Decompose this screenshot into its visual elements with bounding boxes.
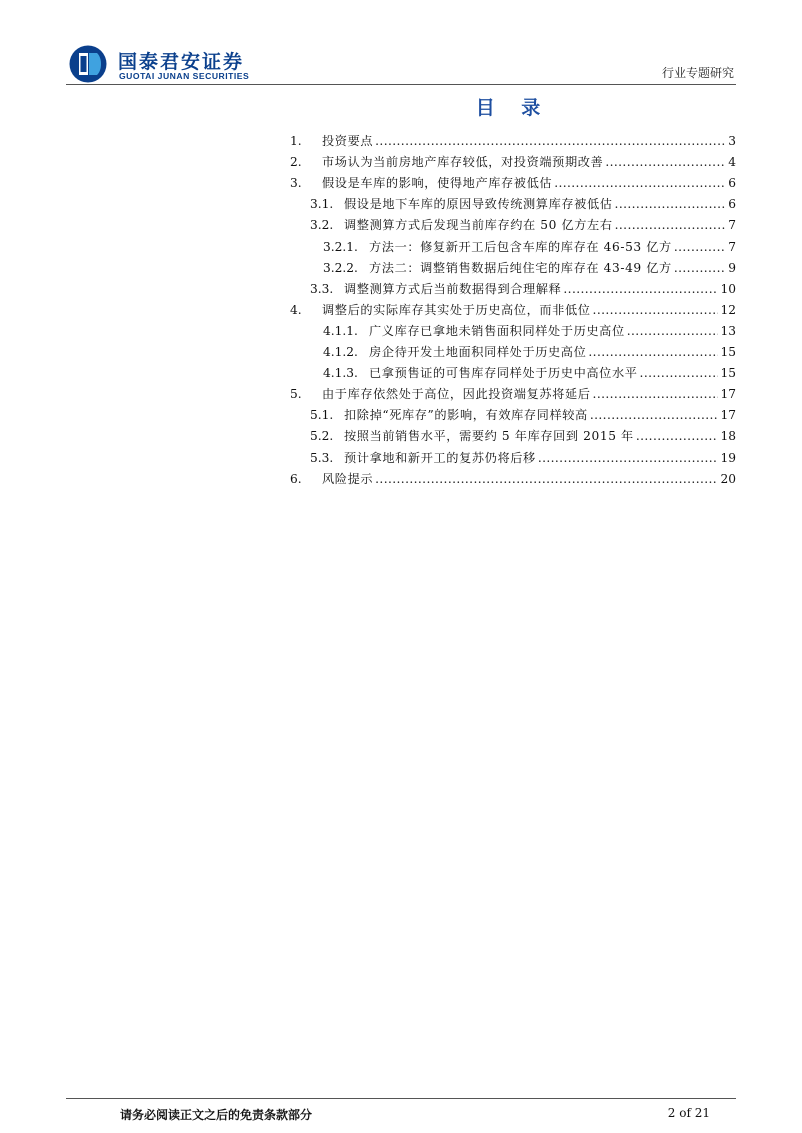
toc-entry-number: 5. — [290, 387, 302, 402]
toc-dot-leader — [590, 408, 719, 423]
toc-entry-number: 3. — [290, 176, 302, 191]
toc-entry[interactable] — [290, 466, 736, 487]
toc-entry[interactable] — [290, 128, 736, 149]
toc-entry-page: 10 — [720, 281, 736, 296]
toc-entry-number: 5.3. — [310, 450, 334, 465]
toc-entry[interactable] — [290, 191, 736, 212]
toc-entry-page: 13 — [720, 323, 736, 338]
toc-entry-title: 假设是地下车库的原因导致传统测算库存被低估 — [344, 197, 613, 212]
toc-entry-title: 调整测算方式后当前数据得到合理解释 — [344, 281, 562, 296]
toc-entry-title: 投资要点 — [322, 134, 374, 149]
page-number: 2 of 21 — [667, 1106, 710, 1120]
toc-entry-number: 4.1.1. — [323, 323, 358, 338]
toc-entry[interactable] — [290, 255, 736, 276]
toc-dot-leader — [605, 155, 726, 170]
toc-entry-page: 18 — [720, 429, 736, 444]
toc-entry-title: 按照当前销售水平，需要约 5 年库存回到 2015 年 — [344, 429, 634, 444]
toc-entry-page: 9 — [728, 260, 736, 275]
toc-entry-number: 3.2.2. — [323, 260, 358, 275]
toc-entry[interactable] — [290, 276, 736, 297]
toc-entry-page: 15 — [720, 345, 736, 360]
toc-dot-leader — [554, 176, 726, 191]
toc-entry[interactable] — [290, 381, 736, 402]
logo-emblem-icon — [66, 44, 110, 84]
toc-entry[interactable] — [290, 170, 736, 191]
toc-dot-leader — [538, 451, 719, 466]
toc-entry[interactable] — [290, 233, 736, 254]
toc-entry-title: 调整测算方式后发现当前库存约在 50 亿方左右 — [344, 218, 613, 233]
toc-entry-number: 3.3. — [310, 281, 334, 296]
toc-entry-page: 12 — [720, 302, 736, 317]
toc-entry-page: 15 — [720, 366, 736, 381]
toc-entry-page: 4 — [728, 155, 736, 170]
toc-dot-leader — [588, 345, 718, 360]
toc-entry-title: 扣除掉“死库存”的影响，有效库存同样较高 — [344, 408, 588, 423]
toc-entry-title: 方法一：修复新开工后包含车库的库存在 46-53 亿方 — [369, 239, 672, 254]
toc-entry-number: 6. — [290, 471, 302, 486]
toc-entry[interactable] — [290, 360, 736, 381]
toc-entry[interactable] — [290, 402, 736, 423]
toc-entry-number: 3.2. — [310, 218, 334, 233]
toc-dot-leader — [593, 387, 719, 402]
toc-entry-number: 5.2. — [310, 429, 334, 444]
toc-entry-number: 4.1.2. — [323, 345, 358, 360]
toc-entry-title: 方法二：调整销售数据后纯住宅的库存在 43-49 亿方 — [369, 260, 672, 275]
toc-entry-page: 7 — [728, 218, 736, 233]
toc-entry[interactable] — [290, 212, 736, 233]
toc-entry-title: 假设是车库的影响，使得地产库存被低估 — [322, 176, 553, 191]
toc-entry-number: 5.1. — [310, 408, 334, 423]
report-type-label: 行业专题研究 — [661, 66, 734, 80]
toc-dot-leader — [375, 134, 726, 149]
toc-entry[interactable] — [290, 297, 736, 318]
toc-entry-number: 2. — [290, 155, 302, 170]
toc-dot-leader — [636, 429, 719, 444]
toc-dot-leader — [615, 197, 727, 212]
toc-entry-title: 市场认为当前房地产库存较低，对投资端预期改善 — [322, 155, 604, 170]
toc-entry-title: 房企待开发土地面积同样处于历史高位 — [369, 345, 587, 360]
toc-entry-page: 20 — [720, 471, 736, 486]
toc-dot-leader — [627, 324, 719, 339]
toc-entry[interactable] — [290, 149, 736, 170]
header-divider — [66, 84, 736, 85]
toc-entry-title: 已拿预售证的可售库存同样处于历史中高位水平 — [369, 366, 638, 381]
toc-dot-leader — [563, 282, 718, 297]
toc-dot-leader — [593, 303, 719, 318]
toc-entry[interactable] — [290, 339, 736, 360]
toc-title: 目 录 — [475, 97, 551, 119]
toc-dot-leader — [674, 240, 726, 255]
toc-entry-number: 4. — [290, 302, 302, 317]
toc-entry-page: 3 — [728, 134, 736, 149]
toc-entry-number: 1. — [290, 134, 302, 149]
toc-entry-title: 风险提示 — [322, 471, 374, 486]
toc-entry[interactable] — [290, 423, 736, 444]
toc-dot-leader — [615, 218, 727, 233]
brand-name-en: GUOTAI JUNAN SECURITIES — [119, 71, 250, 81]
toc-entry-page: 19 — [720, 450, 736, 465]
toc-entry-title: 预计拿地和新开工的复苏仍将后移 — [344, 450, 536, 465]
toc-dot-leader — [640, 366, 719, 381]
table-of-contents — [290, 128, 736, 487]
toc-entry-page: 7 — [728, 239, 736, 254]
toc-entry-title: 调整后的实际库存其实处于历史高位，而非低位 — [322, 302, 591, 317]
toc-entry-number: 3.2.1. — [323, 239, 358, 254]
toc-entry-title: 广义库存已拿地未销售面积同样处于历史高位 — [369, 323, 625, 338]
toc-entry[interactable] — [290, 318, 736, 339]
disclaimer-text: 请务必阅读正文之后的免责条款部分 — [120, 1108, 313, 1122]
toc-entry-page: 6 — [728, 197, 736, 212]
toc-entry-page: 17 — [720, 387, 736, 402]
toc-entry-page: 17 — [720, 408, 736, 423]
toc-entry[interactable] — [290, 444, 736, 465]
toc-entry-title: 由于库存依然处于高位，因此投资端复苏将延后 — [322, 387, 591, 402]
toc-entry-number: 3.1. — [310, 197, 334, 212]
toc-dot-leader — [674, 261, 726, 276]
brand-name-cn: 国泰君安证券 — [118, 51, 245, 73]
toc-entry-number: 4.1.3. — [323, 366, 358, 381]
footer-divider — [66, 1098, 736, 1099]
toc-entry-page: 6 — [728, 176, 736, 191]
toc-dot-leader — [375, 472, 718, 487]
